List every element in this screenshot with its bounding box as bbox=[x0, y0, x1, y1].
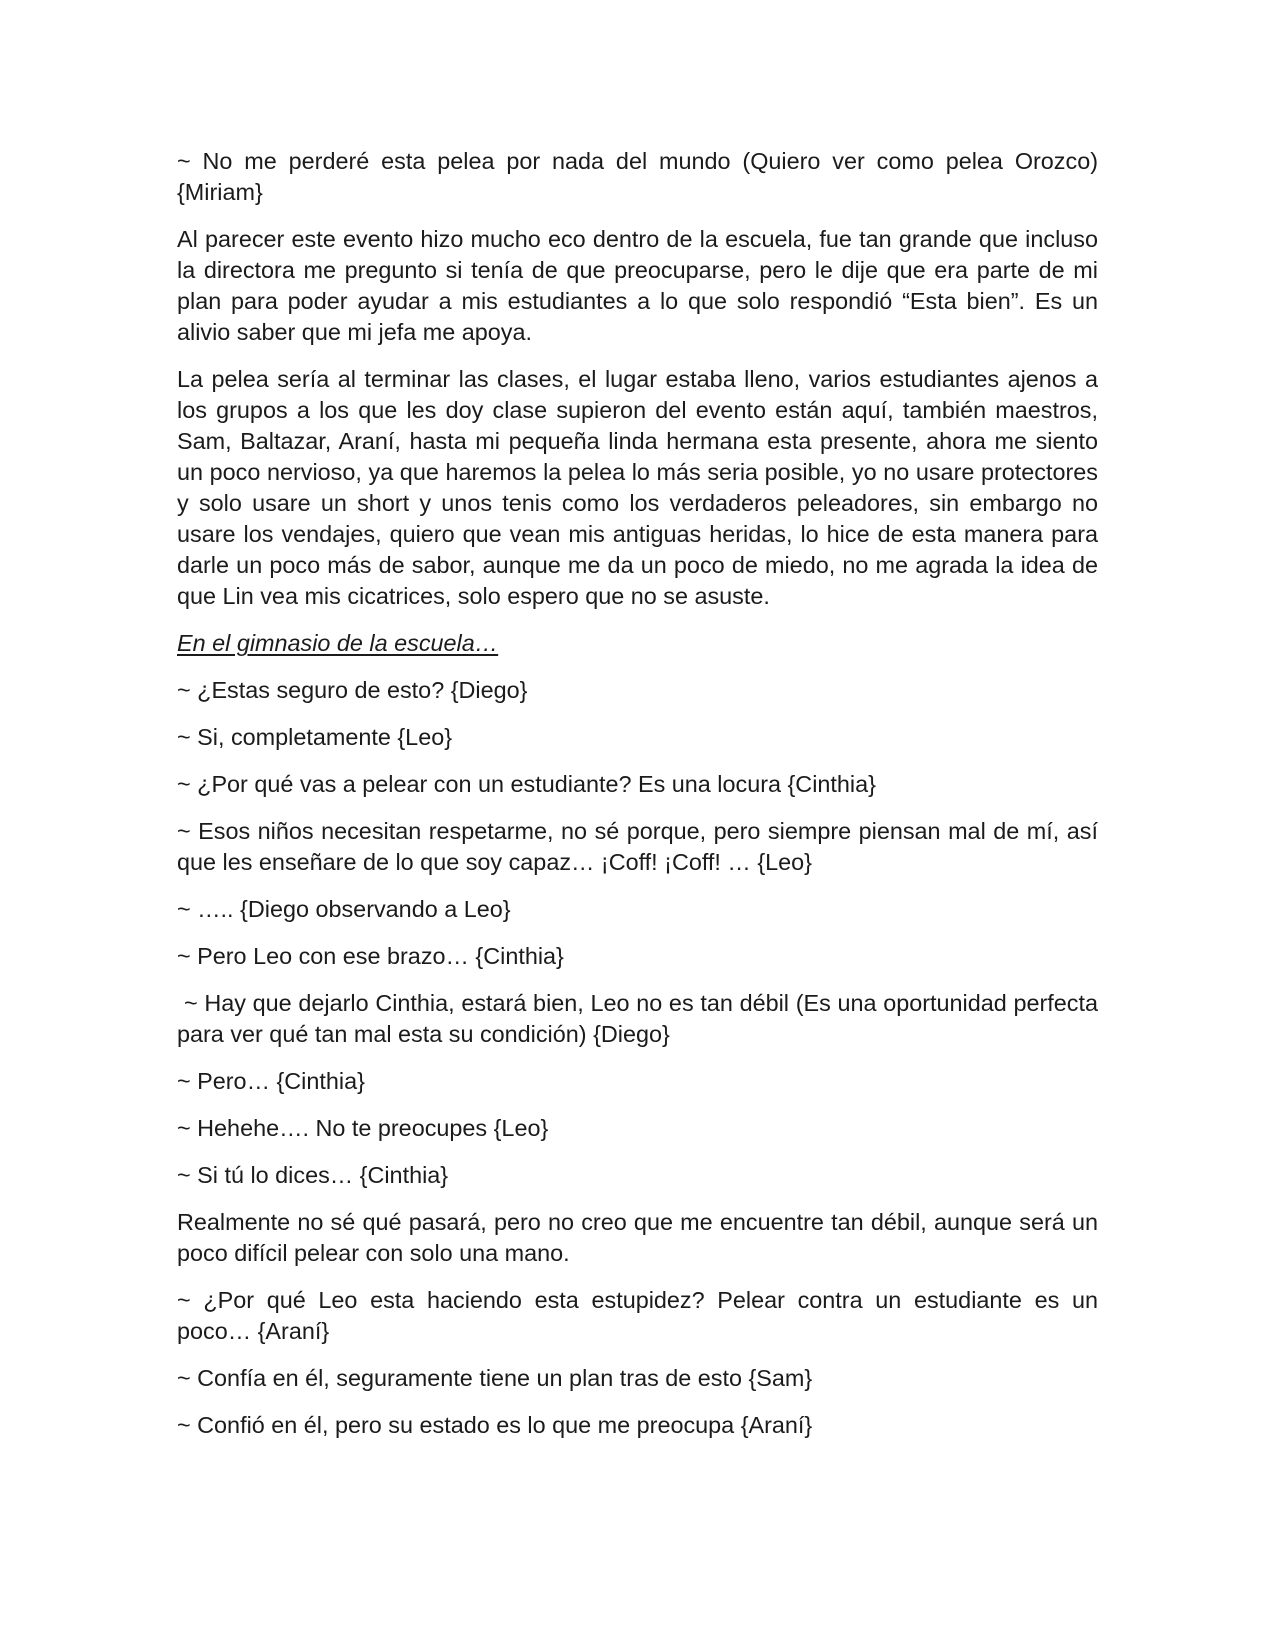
dialogue-line: ~ Pero… {Cinthia} bbox=[177, 1068, 365, 1094]
narration-paragraph-directora: Al parecer este evento hizo mucho eco dentro de la escuela, fue tan grande que incluso la directora me pregunto si tenía de que preocuparse, pero le dije que era parte de mi plan para poder ayudar a mis estudiantes a lo que solo respondió “Esta bien”. Es un alivio saber que mi jefa me apoya. bbox=[177, 226, 1098, 345]
dialogue-text: ~ Hay que dejarlo Cinthia, estará bien, Leo no es tan débil (Es una oportunidad perfecta para ver qué tan mal esta su condición) {Diego} bbox=[177, 990, 1098, 1047]
dialogue-line: ~ ¿Por qué vas a pelear con un estudiante? Es una locura {Cinthia} bbox=[177, 771, 876, 797]
narration-paragraph-pelea: La pelea sería al terminar las clases, el lugar estaba lleno, varios estudiantes ajenos a los grupos a los que les doy clase supieron del evento están aquí, también maestros, Sam, Baltazar, Araní, hasta mi pequeña linda hermana esta presente, ahora me siento un poco nervioso, ya que haremos la pelea lo más seria posible, yo no usare protectores y solo usare un short y unos tenis como los verdaderos peleadores, sin embargo no usare los vendajes, quiero que vean mis antiguas heridas, lo hice de esta manera para darle un poco más de sabor, aunque me da un poco de miedo, no me agrada la idea de que Lin vea mis cicatrices, solo espero que no se asuste. bbox=[177, 366, 1098, 609]
dialogue-line: ~ Esos niños necesitan respetarme, no sé porque, pero siempre piensan mal de mí, así que les enseñare de lo que soy capaz… ¡Coff! ¡Coff! … {Leo} bbox=[177, 818, 1098, 875]
narration-paragraph-reflexion: Realmente no sé qué pasará, pero no creo que me encuentre tan débil, aunque será un poco difícil pelear con solo una mano. bbox=[177, 1209, 1098, 1266]
dialogue-line: ~ Confía en él, seguramente tiene un plan tras de esto {Sam} bbox=[177, 1365, 813, 1391]
document-page bbox=[177, 146, 1098, 1457]
dialogue-line: ~ ¿Por qué Leo esta haciendo esta estupidez? Pelear contra un estudiante es un poco… {Araní} bbox=[177, 1287, 1098, 1344]
dialogue-line bbox=[177, 988, 1098, 1050]
scene-heading: En el gimnasio de la escuela… bbox=[177, 630, 499, 656]
dialogue-line: ~ Confió en él, pero su estado es lo que me preocupa {Araní} bbox=[177, 1412, 813, 1438]
dialogue-line: ~ ….. {Diego observando a Leo} bbox=[177, 896, 511, 922]
dialogue-line: ~ Si tú lo dices… {Cinthia} bbox=[177, 1162, 449, 1188]
dialogue-line-miriam: ~ No me perderé esta pelea por nada del mundo (Quiero ver como pelea Orozco) {Miriam} bbox=[177, 148, 1098, 205]
dialogue-line: ~ Pero Leo con ese brazo… {Cinthia} bbox=[177, 943, 564, 969]
dialogue-line: ~ ¿Estas seguro de esto? {Diego} bbox=[177, 677, 528, 703]
dialogue-line: ~ Si, completamente {Leo} bbox=[177, 724, 453, 750]
dialogue-line: ~ Hehehe…. No te preocupes {Leo} bbox=[177, 1115, 549, 1141]
